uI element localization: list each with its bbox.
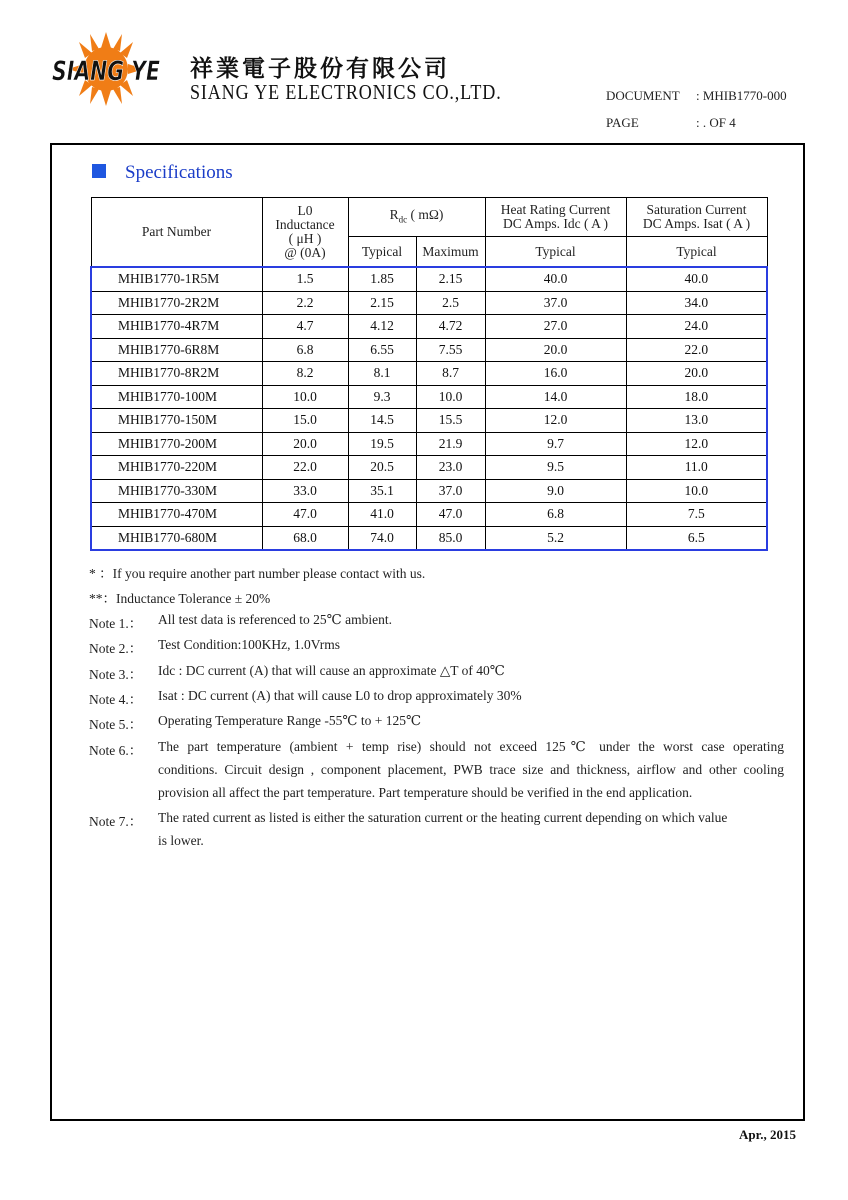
cell-rdc-maximum: 2.15 <box>416 267 485 291</box>
note-2-label: Note 2.： <box>89 641 143 656</box>
header-heat-typical: Typical <box>485 237 626 268</box>
note-6-line-1: The part temperature (ambient + temp rise) should not exceed 125℃ under the worst case operating <box>158 739 784 754</box>
cell-idc-typical: 16.0 <box>485 362 626 386</box>
cell-rdc-typical: 9.3 <box>348 385 416 409</box>
cell-part-number: MHIB1770-680M <box>91 526 262 550</box>
cell-part-number: MHIB1770-8R2M <box>91 362 262 386</box>
note-7-line-1: The rated current as listed is either the saturation current or the heating current depending on which value <box>158 810 728 825</box>
cell-inductance: 4.7 <box>262 315 348 339</box>
cell-isat-typical: 22.0 <box>626 338 767 362</box>
cell-inductance: 1.5 <box>262 267 348 291</box>
cell-idc-typical: 5.2 <box>485 526 626 550</box>
table-row <box>91 291 767 315</box>
cell-rdc-typical: 14.5 <box>348 409 416 433</box>
table-row <box>91 456 767 480</box>
cell-inductance: 47.0 <box>262 503 348 527</box>
cell-rdc-maximum: 85.0 <box>416 526 485 550</box>
header-heat-rating <box>485 198 626 237</box>
cell-part-number: MHIB1770-100M <box>91 385 262 409</box>
cell-rdc-maximum: 4.72 <box>416 315 485 339</box>
note-3-label: Note 3.： <box>89 667 143 682</box>
cell-rdc-typical: 20.5 <box>348 456 416 480</box>
table-row <box>91 338 767 362</box>
table-body <box>91 267 767 550</box>
cell-rdc-maximum: 15.5 <box>416 409 485 433</box>
note-4-text: Isat : DC current (A) that will cause L0 to drop approximately 30% <box>158 688 522 703</box>
cell-isat-typical: 6.5 <box>626 526 767 550</box>
cell-idc-typical: 40.0 <box>485 267 626 291</box>
cell-isat-typical: 18.0 <box>626 385 767 409</box>
cell-part-number: MHIB1770-1R5M <box>91 267 262 291</box>
note-6-line-3: provision all affect the part temperature. Part temperature should be verified in the end application. <box>158 785 693 800</box>
company-name-english: SIANG YE ELECTRONICS CO.,LTD. <box>190 80 502 104</box>
table-row <box>91 315 767 339</box>
cell-isat-typical: 10.0 <box>626 479 767 503</box>
cell-isat-typical: 7.5 <box>626 503 767 527</box>
cell-rdc-typical: 41.0 <box>348 503 416 527</box>
cell-part-number: MHIB1770-150M <box>91 409 262 433</box>
specifications-table <box>90 197 768 551</box>
cell-part-number: MHIB1770-220M <box>91 456 262 480</box>
cell-inductance: 10.0 <box>262 385 348 409</box>
cell-inductance: 22.0 <box>262 456 348 480</box>
cell-idc-typical: 27.0 <box>485 315 626 339</box>
note-1-text: All test data is referenced to 25℃ ambient. <box>158 612 393 627</box>
note-6-label: Note 6.： <box>89 743 143 758</box>
cell-rdc-maximum: 10.0 <box>416 385 485 409</box>
table-row <box>91 432 767 456</box>
cell-rdc-maximum: 21.9 <box>416 432 485 456</box>
cell-rdc-maximum: 23.0 <box>416 456 485 480</box>
cell-idc-typical: 14.0 <box>485 385 626 409</box>
cell-idc-typical: 9.7 <box>485 432 626 456</box>
header-inductance <box>262 198 348 268</box>
table-row <box>91 503 767 527</box>
header-sat-line1: Saturation Current <box>646 202 747 217</box>
note-5-label: Note 5.： <box>89 717 143 732</box>
cell-rdc-typical: 19.5 <box>348 432 416 456</box>
header-rdc-typical: Typical <box>348 237 416 268</box>
cell-inductance: 20.0 <box>262 432 348 456</box>
table-row <box>91 385 767 409</box>
header-inductance-line1: L0 <box>297 203 313 218</box>
cell-part-number: MHIB1770-470M <box>91 503 262 527</box>
note-6-line-2: conditions. Circuit design , component placement, PWB trace size and thickness, airflow and other cooling <box>158 762 784 777</box>
cell-inductance: 6.8 <box>262 338 348 362</box>
cell-rdc-maximum: 37.0 <box>416 479 485 503</box>
page-label: PAGE <box>606 115 639 130</box>
note-3-text: Idc : DC current (A) that will cause an approximate △T of 40℃ <box>158 663 505 678</box>
table-row <box>91 479 767 503</box>
note-7-label: Note 7.： <box>89 814 143 829</box>
page-meta <box>606 115 736 131</box>
header-rdc <box>348 198 485 237</box>
table-row <box>91 362 767 386</box>
company-name-chinese: 祥業電子股份有限公司 <box>190 56 450 82</box>
cell-part-number: MHIB1770-6R8M <box>91 338 262 362</box>
cell-isat-typical: 13.0 <box>626 409 767 433</box>
page-number: : . OF 4 <box>696 115 736 130</box>
cell-rdc-maximum: 2.5 <box>416 291 485 315</box>
header-rdc-subscript: dc <box>398 214 408 225</box>
footnote-tolerance: **：Inductance Tolerance ± 20% <box>89 591 271 606</box>
cell-rdc-maximum: 47.0 <box>416 503 485 527</box>
company-logo <box>50 30 162 108</box>
header-sat-typical: Typical <box>626 237 767 268</box>
logo-text: SIANG YE <box>52 56 161 87</box>
footer-date: Apr., 2015 <box>739 1127 796 1142</box>
header-inductance-line2: Inductance <box>275 217 335 232</box>
cell-rdc-maximum: 7.55 <box>416 338 485 362</box>
section-title: Specifications <box>125 162 233 183</box>
cell-inductance: 8.2 <box>262 362 348 386</box>
document-number: : MHIB1770-000 <box>696 88 787 103</box>
note-4-label: Note 4.： <box>89 692 143 707</box>
header-sat-line2: DC Amps. Isat ( A ) <box>642 216 751 231</box>
cell-idc-typical: 9.0 <box>485 479 626 503</box>
note-5-text: Operating Temperature Range -55℃ to + 125℃ <box>158 713 422 728</box>
header-rdc-unit: ( mΩ) <box>407 206 444 222</box>
cell-part-number: MHIB1770-330M <box>91 479 262 503</box>
header-inductance-line3: ( μH ) <box>288 231 322 246</box>
cell-rdc-typical: 74.0 <box>348 526 416 550</box>
cell-inductance: 68.0 <box>262 526 348 550</box>
section-bullet-icon <box>92 164 106 178</box>
header-rdc-symbol: R <box>389 206 399 222</box>
table-row <box>91 409 767 433</box>
document-label: DOCUMENT <box>606 88 680 103</box>
cell-isat-typical: 40.0 <box>626 267 767 291</box>
cell-part-number: MHIB1770-200M <box>91 432 262 456</box>
cell-idc-typical: 6.8 <box>485 503 626 527</box>
document-meta <box>606 88 787 104</box>
cell-rdc-typical: 8.1 <box>348 362 416 386</box>
table-row <box>91 526 767 550</box>
footnote-part-number: * ：If you require another part number please contact with us. <box>89 566 426 581</box>
cell-isat-typical: 12.0 <box>626 432 767 456</box>
cell-inductance: 33.0 <box>262 479 348 503</box>
cell-idc-typical: 20.0 <box>485 338 626 362</box>
header-inductance-line4: @ (0A) <box>284 245 326 260</box>
cell-isat-typical: 24.0 <box>626 315 767 339</box>
cell-rdc-maximum: 8.7 <box>416 362 485 386</box>
cell-part-number: MHIB1770-2R2M <box>91 291 262 315</box>
cell-rdc-typical: 35.1 <box>348 479 416 503</box>
cell-rdc-typical: 1.85 <box>348 267 416 291</box>
note-1-label: Note 1.： <box>89 616 143 631</box>
note-2-text: Test Condition:100KHz, 1.0Vrms <box>158 637 340 652</box>
cell-rdc-typical: 2.15 <box>348 291 416 315</box>
cell-isat-typical: 34.0 <box>626 291 767 315</box>
table-row <box>91 267 767 291</box>
cell-part-number: MHIB1770-4R7M <box>91 315 262 339</box>
cell-inductance: 15.0 <box>262 409 348 433</box>
cell-idc-typical: 12.0 <box>485 409 626 433</box>
cell-isat-typical: 11.0 <box>626 456 767 480</box>
header-heat-line2: DC Amps. Idc ( A ) <box>502 216 608 231</box>
header-heat-line1: Heat Rating Current <box>500 202 611 217</box>
cell-rdc-typical: 4.12 <box>348 315 416 339</box>
header-part-number: Part Number <box>91 198 262 268</box>
cell-inductance: 2.2 <box>262 291 348 315</box>
header-saturation <box>626 198 767 237</box>
note-7-line-2: is lower. <box>158 833 204 848</box>
cell-idc-typical: 9.5 <box>485 456 626 480</box>
cell-idc-typical: 37.0 <box>485 291 626 315</box>
cell-rdc-typical: 6.55 <box>348 338 416 362</box>
header-rdc-maximum: Maximum <box>416 237 485 268</box>
cell-isat-typical: 20.0 <box>626 362 767 386</box>
